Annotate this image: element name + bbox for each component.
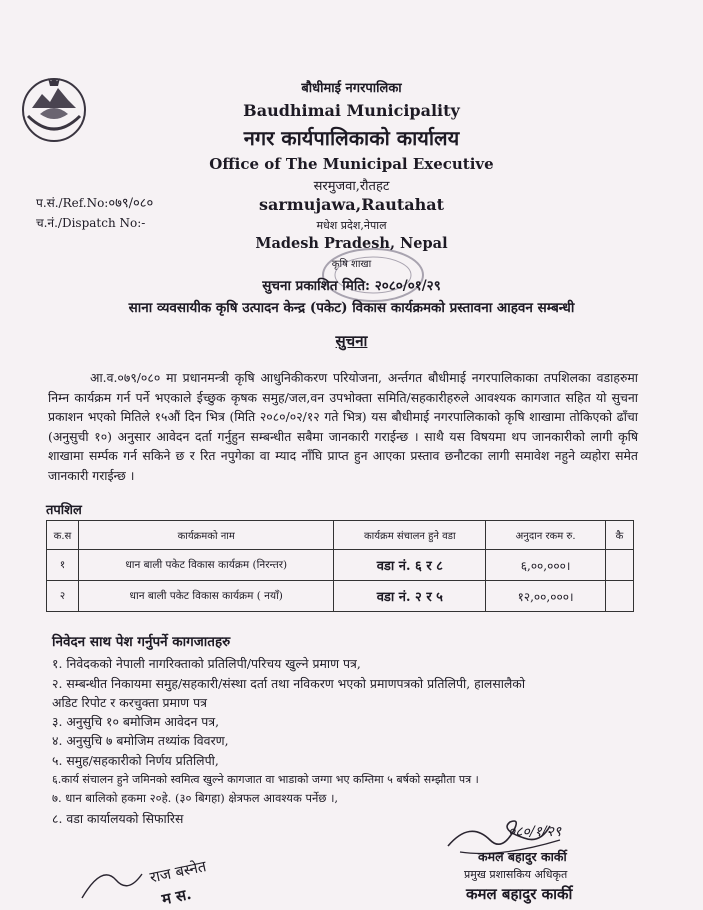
- documents-list: [52, 633, 652, 828]
- notice-heading: सुचना: [335, 332, 368, 350]
- municipality-name-english: Baudhimai Municipality: [243, 101, 460, 120]
- table-title: तपशिल: [46, 503, 82, 518]
- cell-serial: २: [47, 581, 79, 612]
- list-item: ८. वडा कार्यालयको सिफारिस: [52, 810, 184, 826]
- office-name-nepali: नगर कार्यपालिकाको कार्यालय: [243, 126, 460, 150]
- table-row: [47, 581, 634, 612]
- documents-title: निवेदन साथ पेश गर्नुपर्ने कागजातहरु: [52, 634, 231, 650]
- cell-program: धान बाली पकेट विकास कार्यक्रम ( नयाँ): [78, 581, 333, 612]
- list-item: ६.कार्य संचालन हुने जमिनको स्वमित्व खुल्ने कागजात वा भाडाको जग्गा भए कम्तिमा ५ बर्षको सम्झौता पत्र ।: [52, 773, 479, 787]
- province-english: Madesh Pradesh, Nepal: [255, 235, 448, 252]
- table-row: [47, 550, 634, 581]
- reference-value: ०७९/०८०: [108, 196, 154, 211]
- table-header-row: [47, 521, 634, 550]
- signatory-stamp-name: कमल बहादुर कार्की: [466, 885, 573, 903]
- reference-number: [36, 193, 153, 211]
- signature-date: ०८०/१/२९: [508, 824, 562, 840]
- notice-subject: साना व्यवसायीक कृषि उत्पादन केन्द्र (पकेट) विकास कार्यक्रमको प्रस्तावना आहवन सम्बन्धी: [128, 300, 575, 316]
- list-item: २. सम्बन्धीत निकायमा समुह/सहकारी/संस्था दर्ता तथा नविकरण भएको प्रमाणपत्रको प्रतिलिपी, हालसालैको: [52, 675, 526, 691]
- header-cell-program: कार्यक्रमको नाम: [78, 521, 333, 550]
- province-nepali: मधेश प्रदेश,नेपाल: [316, 219, 387, 232]
- dispatch-number: च.नं./Dispatch No:-: [36, 216, 146, 230]
- notice-body-text: आ.व.०७९/०८० मा प्रधानमन्त्री कृषि आधुनिकीकरण परियोजना, अर्न्तगत बौधीमाई नगरपालिकाका तपशिलका वडाहरुमा निम्न कार्यक्रम गर्न पर्ने भएकाले ईच्छुक कृषक समुह/जल,वन उपभोक्ता समिति/सहकारीहरुले आवश्यक कागजात सहित यो सुचना प्रकाशन भएको मितिले १५औं दिन भित्र (मिति २०८०/०२/१२ गते भित्र) यस बौधीमाई नगरपालिकाको कृषि शाखामा तोकिएको ढाँचा (अनुसुची १०) अनुसार आवेदन दर्ता गर्नुहुन सम्बन्धीत सबैमा जानकारी गराईन्छ । साथै यस विषयमा थप जानकारीको लागी कृषि शाखामा सर्म्पक गर्न सकिने छ र रित नपुगेका वा म्याद नाँघि प्राप्त हुन आएका प्रस्ताव छनौटका लागी समावेश नहुने व्यहोरा समेत जानकारी गराईन्छ ।: [48, 370, 639, 483]
- cell-ward: वडा नं. २ र ५: [334, 581, 486, 612]
- place-nepali: सरमुजवा,रौतहट: [313, 179, 390, 194]
- header-cell-amount: अनुदान रकम रु.: [486, 521, 606, 550]
- bottom-stamp-text: राज बस्नेत: [148, 857, 208, 887]
- section-name: कृषि शाखा: [331, 259, 372, 270]
- header-cell-serial: क.स: [47, 521, 79, 550]
- cell-remarks: [606, 581, 634, 612]
- signatory-name: कमल बहादुर कार्की: [478, 849, 567, 864]
- list-item: १. निवेदकको नेपाली नागरिक्ताको प्रतिलिपी/परिचय खुल्ने प्रमाण पत्र,: [52, 656, 361, 672]
- cell-serial: १: [47, 550, 79, 581]
- bottom-stamp-text-2: म स.: [160, 884, 193, 909]
- office-stamp-icon: [318, 245, 428, 305]
- reference-label: प.सं./Ref.No:: [36, 196, 109, 210]
- list-item: अडिट रिपोट र करचुक्ता प्रमाण पत्र: [52, 694, 207, 710]
- list-item: ४. अनुसुचि ७ बमोजिम तथ्यांक विवरण,: [52, 733, 229, 749]
- office-name-english: Office of The Municipal Executive: [209, 155, 494, 173]
- program-table: [46, 520, 634, 612]
- place-english: sarmujawa,Rautahat: [258, 195, 445, 214]
- list-item: ७. धान बालिको हकमा २०हे. (३० बिगहा) क्षेत्रफल आवश्यक पर्नेछ ।,: [52, 791, 339, 806]
- header-cell-ward: कार्यक्रम संचालन हुने वडा: [334, 521, 486, 550]
- municipality-name-nepali: बौधीमाई नगरपालिका: [301, 81, 402, 96]
- notice-date-line: सुचना प्रकाशित मिति: २०८०/०१/२९: [262, 278, 441, 294]
- cell-amount: १२,००,०००।: [486, 581, 606, 612]
- list-item: ५. समुह/सहकारीको निर्णय प्रतिलिपी,: [52, 752, 219, 768]
- cell-remarks: [606, 550, 634, 581]
- cell-program: धान बाली पकेट विकास कार्यक्रम (निरन्तर): [78, 550, 333, 581]
- cell-amount: ६,००,०००।: [486, 550, 606, 581]
- cell-ward: वडा नं. ६ र ८: [334, 550, 486, 581]
- list-item: ३. अनुसुचि १० बमोजिम आवेदन पत्र,: [52, 714, 220, 730]
- header-cell-remarks: कै: [606, 521, 634, 550]
- signatory-title: प्रमुख प्रशासकिय अधिकृत: [464, 868, 568, 881]
- notice-body: [48, 368, 638, 486]
